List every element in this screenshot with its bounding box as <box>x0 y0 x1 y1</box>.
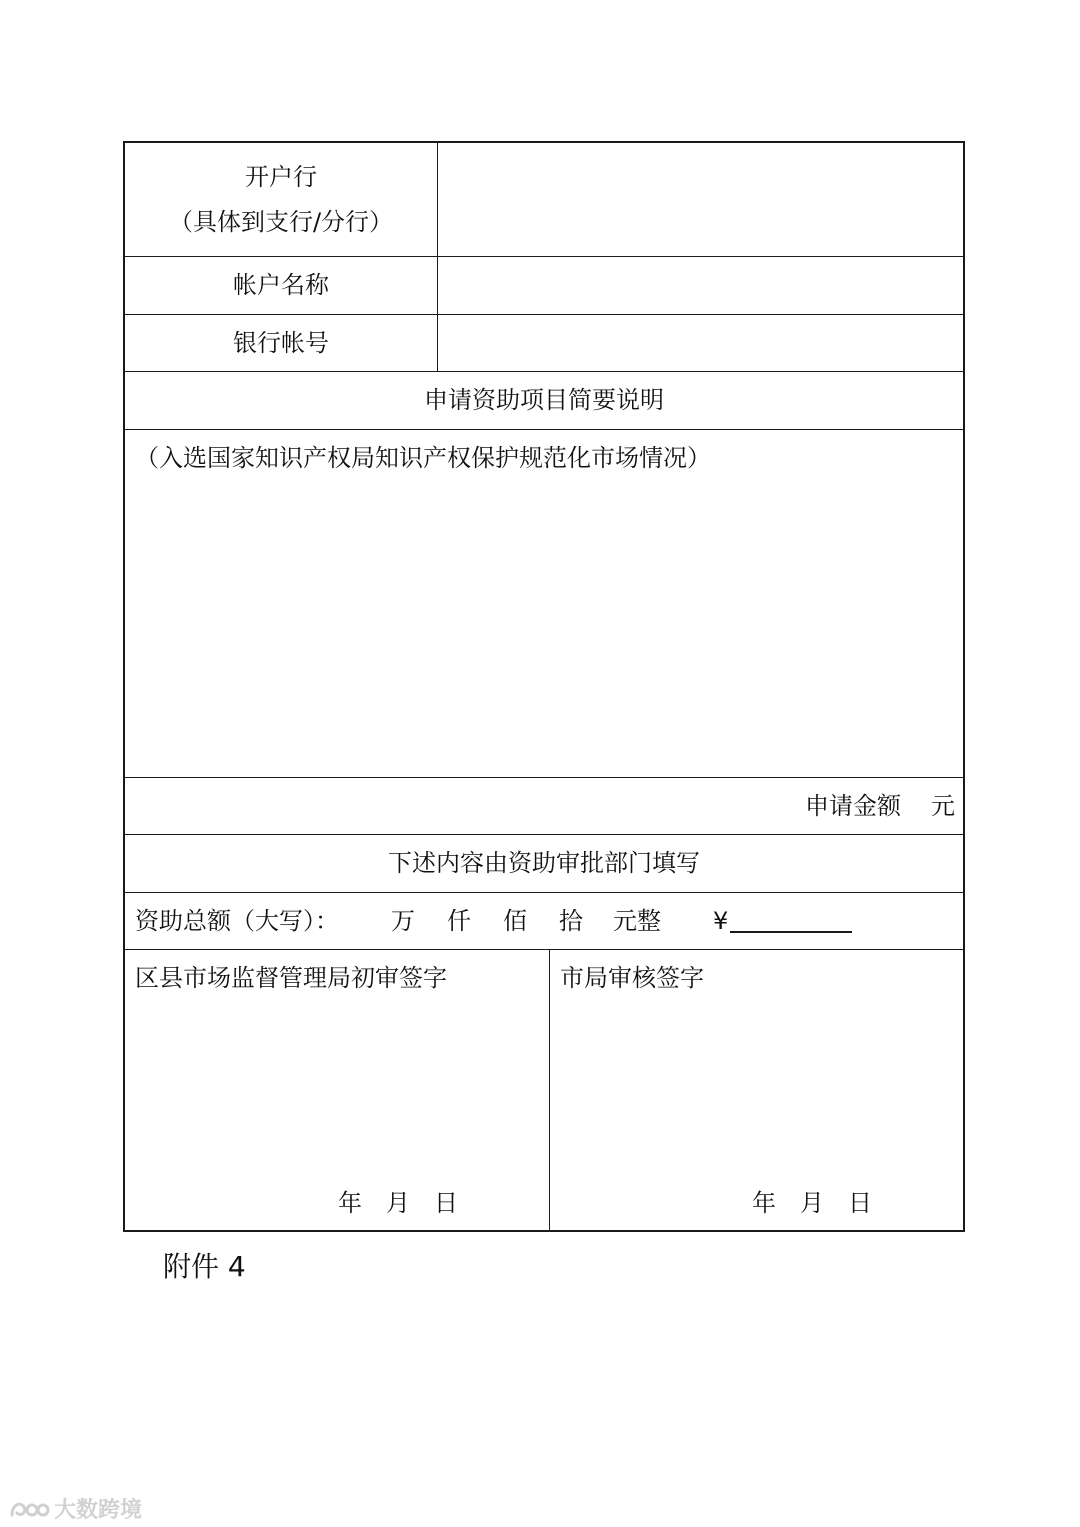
approval-note: 下述内容由资助审批部门填写 <box>388 849 700 878</box>
watermark-logo-icon <box>8 1497 50 1521</box>
unit-wan: 万 <box>391 906 415 935</box>
account-name-row <box>125 257 963 315</box>
application-form-table <box>123 141 965 1232</box>
date-day-label: 日 <box>434 1189 458 1218</box>
attachment-label: 附件 4 <box>163 1250 246 1283</box>
account-name-label-cell <box>125 257 438 314</box>
date-year-label: 年 <box>338 1189 362 1218</box>
bank-row <box>125 143 963 257</box>
account-number-label-cell <box>125 315 438 371</box>
requested-amount-label: 申请金额 <box>805 791 901 820</box>
yen-symbol: ¥ <box>713 906 729 935</box>
unit-shi: 拾 <box>559 906 583 935</box>
watermark <box>8 1493 142 1524</box>
signature-row <box>125 950 963 1230</box>
district-signature-date <box>338 1189 458 1218</box>
yen-amount-blank[interactable] <box>730 907 852 933</box>
watermark-text: 大数跨境 <box>54 1498 143 1523</box>
district-signature-cell[interactable] <box>125 950 550 1230</box>
city-signature-cell[interactable] <box>550 950 963 1230</box>
approval-note-row <box>125 835 963 893</box>
unit-yuan-zheng: 元整 <box>613 906 661 935</box>
bank-value-field[interactable] <box>438 143 963 256</box>
project-description-hint: （入选国家知识产权局知识产权保护规范化市场情况） <box>135 444 711 472</box>
account-number-field[interactable] <box>438 315 963 371</box>
bank-label-cell <box>125 143 438 256</box>
account-name-field[interactable] <box>438 257 963 314</box>
district-signature-title: 区县市场监督管理局初审签字 <box>135 964 447 992</box>
project-heading: 申请资助项目简要说明 <box>424 386 664 415</box>
account-number-row <box>125 315 963 372</box>
requested-amount-unit: 元 <box>931 791 955 820</box>
date-month-label: 月 <box>800 1189 824 1218</box>
unit-qian: 仟 <box>447 906 471 935</box>
bank-label-note: （具体到支行/分行） <box>168 207 394 236</box>
date-year-label: 年 <box>752 1189 776 1218</box>
date-day-label: 日 <box>848 1189 872 1218</box>
account-number-label: 银行帐号 <box>233 328 329 357</box>
project-description-field[interactable] <box>125 430 963 778</box>
account-name-label: 帐户名称 <box>233 271 329 300</box>
city-signature-title: 市局审核签字 <box>560 964 704 992</box>
total-funding-row <box>125 893 963 950</box>
bank-label: 开户行 <box>245 162 317 191</box>
project-heading-row <box>125 372 963 430</box>
city-signature-date <box>752 1189 872 1218</box>
requested-amount-row <box>125 778 963 835</box>
date-month-label: 月 <box>386 1189 410 1218</box>
unit-bai: 佰 <box>503 906 527 935</box>
total-funding-label: 资助总额（大写）： <box>135 906 339 935</box>
